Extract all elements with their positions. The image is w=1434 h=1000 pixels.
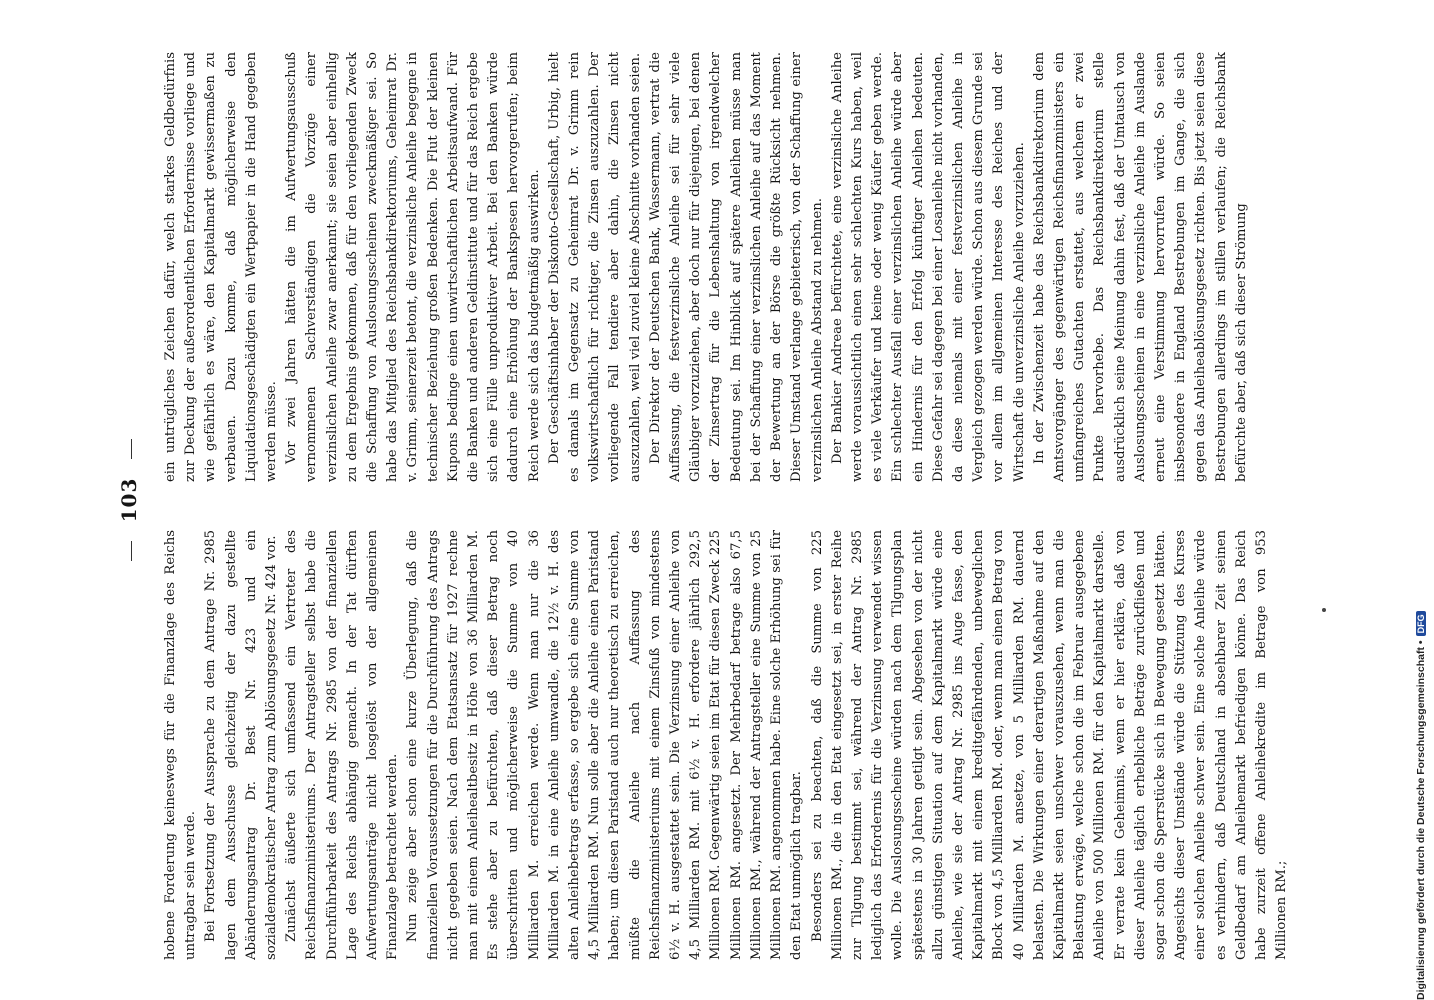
paragraph: Der Bankier Andreae befürchtete, eine verzinsliche Anleihe werde voraussichtlich einen sehr schlechten Kurs haben, weil es viele Verkäufer und keine oder wenig Käufer geben werde. Ein schlechter Ausfall einer verzinslichen Anleihe würde aber ein Hindernis für den Erfolg künftiger Anleihen bedeuten. Diese Gefahr sei dagegen bei einer Losanleihe nicht vorhanden, da diese niemals mit einer festverzinslichen Anleihe in Vergleich gezogen werden würde. Schon aus diesem Grunde sei vor allem im allgemeinen Interesse des Reiches und der Wirtschaft die unverzinsliche Anleihe vorzuziehen. <box>829 52 1027 482</box>
right-column <box>161 52 1291 482</box>
header-dash-right <box>131 439 132 459</box>
left-column <box>161 530 1291 960</box>
scan-speck <box>1322 608 1326 612</box>
paragraph: hobene Forderung keineswegs für die Finanzlage des Reichs untragbar sein werde. <box>163 530 199 960</box>
paragraph: Zunächst äußerte sich umfassend ein Vertreter des Reichsfinanzministeriums. Der Antragsteller selbst habe die Durchführbarkeit des Antrags Nr. 2985 von der finanziellen Lage des Reichs abhängig gemacht. In der Tat dürften Aufwertungsanträge nicht losgelöst von der allgemeinen Finanzlage betrachtet werden. <box>284 530 401 960</box>
paragraph: Bei Fortsetzung der Aussprache zu dem Antrage Nr. 2985 lagen dem Ausschusse gleichzeitig der dazu gestellte Abänderungsantrag Dr. Best Nr. 423 und ein sozialdemokratischer Antrag zum Ablösungsgesetz Nr. 424 vor. <box>203 530 280 960</box>
paragraph: Vor zwei Jahren hätten die im Aufwertungsausschuß vernommenen Sachverständigen die Vorzüge einer verzinslichen Anleihe zwar anerkannt; sie seien aber einhellig zu dem Ergebnis gekommen, daß für den vorliegenden Zweck die Schaffung von Auslosungsscheinen zweckmäßiger sei. So habe das Mitglied des Reichsbankdirektoriums, Geheimrat Dr. v. Grimm, seinerzeit betont, die verzinsliche Anleihe begegne in technischer Beziehung großen Bedenken. Die Flut der kleinen Kupons bedinge einen unwirtschaftlichen Arbeitsaufwand. Für die Banken und anderen Geldinstitute und für das Reich ergebe sich eine Fülle unproduktiver Arbeit. Bei den Banken würde dadurch eine Erhöhung der Bankspesen hervorgerufen; beim Reich werde sich das budgetmäßig auswirken. <box>284 52 542 482</box>
paragraph: Nun zeige aber schon eine kurze Überlegung, daß die finanziellen Voraussetzungen für die Durchführung des Antrags nicht gegeben seien. Nach dem Etatsansatz für 1927 rechne man mit einem Anleihealtbesitz in Höhe von 36 Milliarden M. Es stehe aber zu befürchten, daß dieser Betrag noch überschritten und möglicherweise die Summe von 40 Milliarden M. erreichen werde. Wenn man nur die 36 Milliarden M. in eine Anleihe umwandle, die 12½ v. H. des alten Anleihebetrags erfasse, so ergebe sich eine Summe von 4,5 Milliarden RM. Nun solle aber die Anleihe einen Paristand haben; um diesen Paristand auch nur theoretisch zu erreichen, müßte die Anleihe nach Auffassung des Reichsfinanzministeriums mit einem Zinsfuß von mindestens 6½ v. H. ausgestattet sein. Die Verzinsung einer Anleihe von 4,5 Milliarden RM. mit 6½ v. H. erfordere jährlich 292,5 Millionen RM. Gegenwärtig seien im Etat für diesen Zweck 225 Millionen RM. angesetzt. Der Mehrbedarf betrage also 67,5 Millionen RM., während der Antragsteller eine Summe von 25 Millionen RM. angenommen habe. Eine solche Erhöhung sei für den Etat unmöglich tragbar. <box>405 530 805 960</box>
dfg-logo: DFG <box>1416 611 1426 636</box>
paragraph: Der Geschäftsinhaber der Diskonto-Gesellschaft, Urbig, hielt es damals im Gegensatz zu Geheimrat Dr. v. Grimm rein volkswirtschaftlich für richtiger, die Zinsen auszuzahlen. Der vorliegende Fall tendiere aber dahin, die Zinsen nicht auszuzahlen, weil viel zuviel kleine Abschnitte vorhanden seien. <box>546 52 643 482</box>
header-dash-left <box>131 541 132 561</box>
paragraph: Der Direktor der Deutschen Bank, Wassermann, vertrat die Auffassung, die festverzinsliche Anleihe sei für sehr viele Gläubiger vorzuziehen, aber doch nur für diejenigen, bei denen der Zinsertrag für die Lebenshaltung von irgendwelcher Bedeutung sei. Im Hinblick auf spätere Anleihen müsse man bei der Schaffung einer verzinslichen Anleihe auf das Moment der Bewertung an der Börse die größte Rücksicht nehmen. Dieser Umstand verlange gebieterisch, von der Schaffung einer verzinslichen Anleihe Abstand zu nehmen. <box>647 52 825 482</box>
paragraph: ein untrügliches Zeichen dafür, welch starkes Geldbedürfnis zur Deckung der außerordentlichen Erfordernisse vorliege und wie gefährlich es wäre, den Kapitalmarkt gewissermaßen zu verbauen. Dazu komme, daß möglicherweise den Liquidationsgeschädigten ein Wertpapier in die Hand gegeben werden müsse. <box>163 52 280 482</box>
page-header <box>117 40 151 960</box>
digitization-credit <box>1415 20 1434 1000</box>
paragraph: In der Zwischenzeit habe das Reichsbankdirektorium dem Amtsvorgänger des gegenwärtigen Reichsfinanzministers ein umfangreiches Gutachten erstattet, aus welchem er zwei Punkte hervorhebe. Das Reichsbankdirektorium stelle ausdrücklich seine Meinung dahin fest, daß der Umtausch von Auslosungsscheinen in eine verzinsliche Anleihe im Auslande erneut eine Verstimmung hervorrufen würde. So seien insbesondere in England Bestrebungen im Gange, die sich gegen das Anleiheablösungsgesetz richten. Bis jetzt seien diese Bestrebungen allerdings im stillen verlaufen; die Reichsbank befürchte aber, daß sich dieser Strömung <box>1031 52 1249 482</box>
credit-text: Digitalisierung gefördert durch die Deutsche Forschungsgemeinschaft • <box>1415 640 1427 1000</box>
page-number: 103 <box>117 477 141 523</box>
rotated-document-page <box>117 40 1295 960</box>
paragraph: Besonders sei zu beachten, daß die Summe von 225 Millionen RM., die in den Etat eingesetzt sei, in erster Reihe zur Tilgung bestimmt sei, während der Antrag Nr. 2985 lediglich das Erfordernis für die Verzinsung verwendet wissen wolle. Die Auslosungsscheine würden nach dem Tilgungsplan spätestens in 30 Jahren getilgt sein. Abgesehen von der nicht allzu günstigen Situation auf dem Kapitalmarkt würde eine Anleihe, wie sie der Antrag Nr. 2985 ins Auge fasse, den Kapitalmarkt mit einem kreditgefährdenden, unbeweglichen Block von 4,5 Milliarden RM. oder, wenn man einen Betrag von 40 Milliarden M. ansetze, von 5 Milliarden RM. dauernd belasten. Die Wirkungen einer derartigen Maßnahme auf den Kapitalmarkt seien unschwer vorauszusehen, wenn man die Belastung erwäge, welche schon die im Februar ausgegebene Anleihe von 500 Millionen RM. für den Kapitalmarkt darstelle. Er verrate kein Geheimnis, wenn er hier erkläre, daß von dieser Anleihe täglich erhebliche Beträge zurückfließen und sogar schon die Sperrstücke sich in Bewegung gesetzt hätten. Angesichts dieser Umstände würde die Stützung des Kurses einer solchen Anleihe schwer sein. Eine solche Anleihe würde es verhindern, daß Deutschland in absehbarer Zeit seinen Geldbedarf am Anleihemarkt befriedigen könne. Das Reich habe zurzeit offene Anleihekredite im Betrage von 953 Millionen RM.; <box>809 530 1290 960</box>
